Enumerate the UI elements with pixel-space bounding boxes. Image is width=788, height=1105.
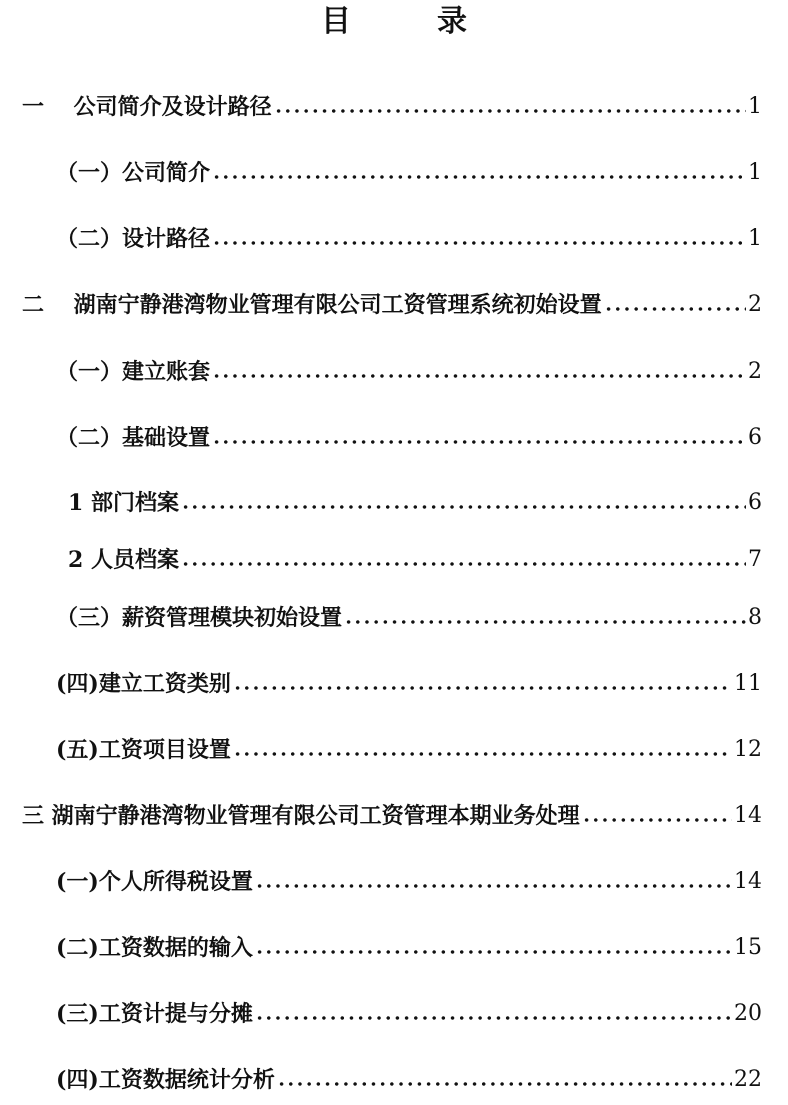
toc-entry-2-5[interactable] — [56, 735, 762, 765]
toc-entry-label: （二）基础设置 — [56, 425, 211, 451]
dot-leader — [233, 751, 732, 757]
toc-entry-page: 1 — [748, 226, 762, 251]
toc-entry-page: 1 — [748, 160, 762, 185]
toc-entry-label: (二)工资数据的输入 — [56, 935, 253, 961]
toc-entry-2-3[interactable] — [56, 603, 762, 633]
dot-leader — [233, 685, 732, 691]
dot-leader — [255, 883, 732, 889]
toc-entry-3[interactable] — [22, 801, 762, 831]
toc-entry-page: 14 — [734, 803, 762, 828]
toc-entry-label: (五)工资项目设置 — [56, 737, 231, 763]
toc-entry-2-2[interactable] — [56, 423, 762, 453]
toc-entry-2-2-2[interactable] — [68, 545, 762, 575]
toc-entry-1-2[interactable] — [56, 224, 762, 254]
dot-leader — [277, 1081, 732, 1087]
toc-entry-2-1[interactable] — [56, 357, 762, 387]
dot-leader — [274, 108, 746, 114]
dot-leader — [255, 1015, 732, 1021]
toc-entry-label: 2 人员档案 — [68, 547, 179, 573]
dot-leader — [181, 504, 746, 510]
toc-entry-label: 一 公司简介及设计路径 — [22, 94, 272, 120]
toc-entry-page: 8 — [748, 605, 762, 630]
toc-entry-page: 22 — [734, 1067, 762, 1092]
toc-entry-1[interactable] — [22, 92, 762, 122]
toc-entry-page: 7 — [748, 547, 762, 572]
toc-entry-label: (四)工资数据统计分析 — [56, 1067, 275, 1093]
toc-entry-page: 6 — [748, 425, 762, 450]
toc-entry-label: 三 湖南宁静港湾物业管理有限公司工资管理本期业务处理 — [22, 803, 580, 829]
dot-leader — [181, 561, 746, 567]
toc-entry-label: 二 湖南宁静港湾物业管理有限公司工资管理系统初始设置 — [22, 292, 602, 318]
toc-entry-1-1[interactable] — [56, 158, 762, 188]
toc-entry-3-2[interactable] — [56, 933, 762, 963]
toc-entry-page: 1 — [748, 94, 762, 119]
dot-leader — [604, 306, 746, 312]
toc-entry-label: （二）设计路径 — [56, 226, 211, 252]
toc-entry-3-4[interactable] — [56, 1065, 762, 1095]
toc-entry-label: (三)工资计提与分摊 — [56, 1001, 253, 1027]
dot-leader — [212, 439, 746, 445]
dot-leader — [582, 817, 732, 823]
toc-entry-2[interactable] — [22, 290, 762, 320]
toc-entry-label: (一)个人所得税设置 — [56, 869, 253, 895]
dot-leader — [212, 240, 746, 246]
dot-leader — [212, 174, 746, 180]
toc-entry-label: 1 部门档案 — [68, 490, 179, 516]
toc-entry-label: （一）公司简介 — [56, 160, 211, 186]
toc-entry-page: 14 — [734, 869, 762, 894]
toc-entry-page: 20 — [734, 1001, 762, 1026]
toc-entry-page: 15 — [734, 935, 762, 960]
toc-entry-label: (四)建立工资类别 — [56, 671, 231, 697]
toc-entry-label: （三）薪资管理模块初始设置 — [56, 605, 343, 631]
toc-entry-page: 11 — [734, 671, 762, 696]
toc-entry-page: 2 — [748, 359, 762, 384]
toc-entry-page: 6 — [748, 490, 762, 515]
toc-entry-3-3[interactable] — [56, 999, 762, 1029]
toc-entry-3-1[interactable] — [56, 867, 762, 897]
page-title: 目 录 — [321, 4, 495, 39]
dot-leader — [255, 949, 732, 955]
dot-leader — [344, 619, 746, 625]
toc-entry-label: （一）建立账套 — [56, 359, 211, 385]
toc-entry-page: 12 — [734, 737, 762, 762]
toc-entry-page: 2 — [748, 292, 762, 317]
toc-entry-2-2-1[interactable] — [68, 488, 762, 518]
dot-leader — [212, 373, 746, 379]
toc-entry-2-4[interactable] — [56, 669, 762, 699]
